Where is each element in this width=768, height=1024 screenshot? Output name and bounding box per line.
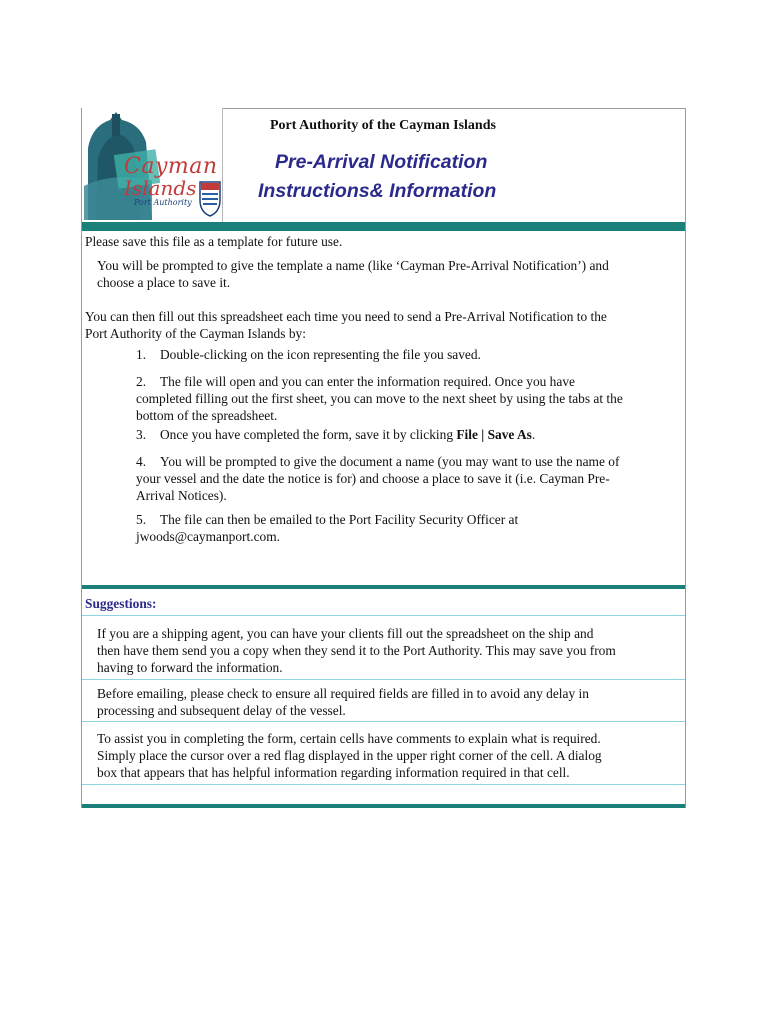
- suggestion-3-line-2: Simply place the cursor over a red flag displayed in the upper right corner of the cell. A dialog: [97, 748, 602, 763]
- org-title: Port Authority of the Cayman Islands: [270, 118, 496, 133]
- grid-line: [82, 679, 685, 680]
- grid-line: [82, 721, 685, 722]
- suggestion-3-line-3: box that appears that has helpful information regarding information required in that cell.: [97, 765, 570, 780]
- suggestion-2-line-1: Before emailing, please check to ensure all required fields are filled in to avoid any delay in: [97, 686, 589, 701]
- step-1: 1. Double-clicking on the icon representing the file you saved.: [136, 347, 481, 362]
- title-line-1: Pre-Arrival Notification: [275, 151, 488, 173]
- logo-cell: [82, 108, 223, 222]
- step-5-line-1: 5. The file can then be emailed to the Port Facility Security Officer at: [136, 512, 519, 527]
- suggestion-3-line-1: To assist you in completing the form, certain cells have comments to explain what is required.: [97, 731, 601, 746]
- intro-save-template: Please save this file as a template for future use.: [85, 234, 343, 249]
- step-4-line-2: your vessel and the date the notice is for) and choose a place to save it (i.e. Cayman Pre-: [136, 471, 610, 486]
- step-2-line-3: bottom of the spreadsheet.: [136, 408, 278, 423]
- step-2-line-1: 2. The file will open and you can enter the information required. Once you have: [136, 374, 575, 389]
- section-divider: [82, 585, 685, 589]
- suggestion-2-line-2: processing and subsequent delay of the vessel.: [97, 703, 346, 718]
- logo-text-islands: Islands: [124, 176, 197, 200]
- logo-text-port-authority: Port Authority: [134, 198, 192, 207]
- suggestion-1-line-1: If you are a shipping agent, you can have your clients fill out the spreadsheet on the ship and: [97, 626, 594, 641]
- instructions-sheet: [81, 108, 686, 808]
- suggestion-1-line-3: having to forward the information.: [97, 660, 283, 675]
- header-divider: [82, 222, 685, 231]
- suggestions-heading: Suggestions:: [85, 596, 157, 611]
- title-line-2: Instructions& Information: [258, 180, 497, 202]
- file-save-as-command: File | Save As: [456, 427, 532, 442]
- intro-fill-line-2: Port Authority of the Cayman Islands by:: [85, 326, 306, 341]
- step-2-line-2: completed filling out the first sheet, you can move to the next sheet by using the tabs at the: [136, 391, 623, 406]
- header: [82, 108, 685, 222]
- intro-fill-line-1: You can then fill out this spreadsheet each time you need to send a Pre-Arrival Notification to the: [85, 309, 607, 324]
- step-5-email: jwoods@caymanport.com.: [136, 529, 280, 544]
- grid-line: [82, 784, 685, 785]
- step-4-line-3: Arrival Notices).: [136, 488, 227, 503]
- logo-text-cayman: Cayman: [124, 154, 218, 179]
- step-3: 3. Once you have completed the form, save it by clicking File | Save As.: [136, 427, 536, 442]
- intro-prompt-line-1: You will be prompted to give the template a name (like ‘Cayman Pre-Arrival Notification’) and: [97, 258, 609, 273]
- grid-line: [82, 615, 685, 616]
- bottom-divider: [82, 804, 685, 808]
- step-4-line-1: 4. You will be prompted to give the document a name (you may want to use the name of: [136, 454, 620, 469]
- page-title: [258, 148, 558, 206]
- suggestion-1-line-2: then have them send you a copy when they send it to the Port Authority. This may save you from: [97, 643, 616, 658]
- intro-prompt-line-2: choose a place to save it.: [97, 275, 231, 290]
